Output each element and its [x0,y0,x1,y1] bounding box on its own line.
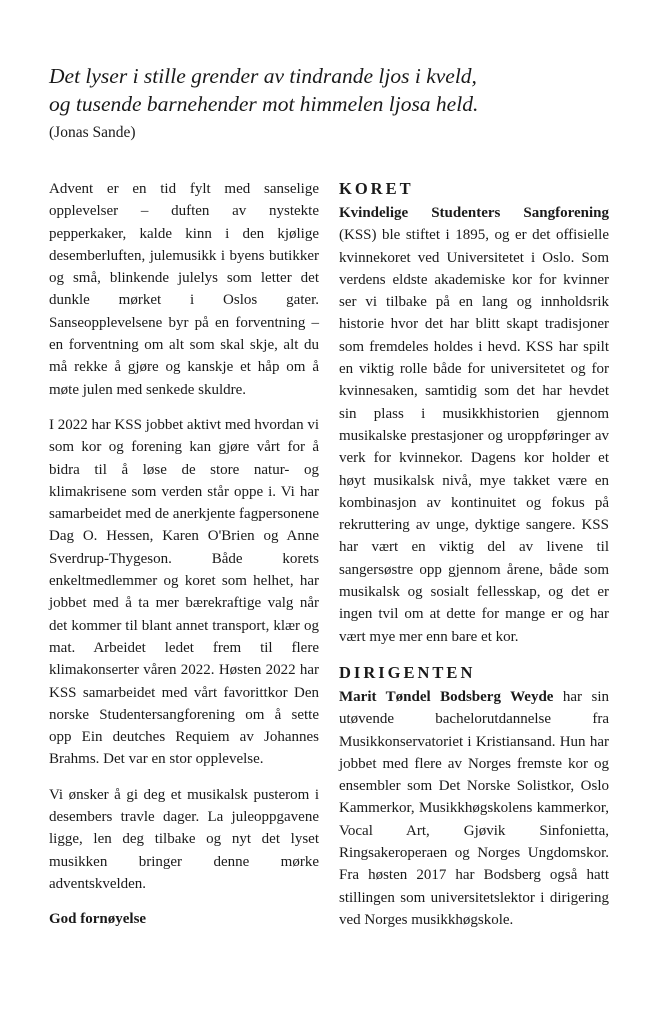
left-column [49,178,319,944]
dirigenten-paragraph [339,686,609,931]
koret-paragraph [339,202,609,648]
dirigenten-lead: Marit Tøndel Bodsberg Weyde [339,688,554,705]
epigraph-author: (Jonas Sande) [49,124,136,141]
dirigenten-body: har sin utøvende bachelorutdannelse fra Musikkonservatoriet i Kristiansand. Hun har jobbet med flere av Norges fremste kor og ensembler som Det Norske Solistkor, Oslo Kammerkor, Musikkhøgskolens kammerkor, Vocal Art, Gjøvik Sinfonietta, Ringsakeroperaen og Norges Ungdomskor. Fra høsten 2017 har Bodsberg også hatt stillingen som universitetslektor i dirigering ved Norges musikkhøgskole. [339,688,609,928]
epigraph [49,62,629,144]
koret-body: (KSS) ble stiftet i 1895, og er det offisielle kvinnekoret ved Universitetet i Oslo. Som verdens eldste akademiske kor for kvinner ser vi tilbake på en lang og innholdsrik historie hvor det har blitt skapt tradisjoner som fremdeles holdes i hevd. KSS har spilt en viktig rolle både for universitetet og for kvinnesaken, samtidig som det har hevdet sin plass i musikkhistorien gjennom musikalske prestasjoner og uroppføringer av verk for kvinnekor. Dagens kor holder et høyt musikalsk nivå, mye takket være en kombinasjon av kontinuitet og fokus på rekruttering av unge, dyktige sangere. KSS har vært en viktig del av livene til sangersøstre opp gjennom årene, både som musikalsk og sosialt fellesskap, og det er ingen tvil om at dette for mange er og har vært mye mer enn bare et kor. [339,227,609,645]
koret-lead: Kvindelige Studenters Sangforening [339,205,609,221]
intro-paragraph-2: I 2022 har KSS jobbet aktivt med hvordan vi som kor og forening kan gjøre vårt for å bidra til å løse de store natur- og klimakrisene som verden står oppe i. Vi har samarbeidet med de anerkjente fagpersonene Dag O. Hessen, Karen O'Brien og Anne Sverdrup-Thygeson. Både korets enkeltmedlemmer og koret som helhet, har jobbet med å ta mer bærekraftige valg når det kommer til blant annet transport, klær og mat. Arbeidet ledet frem til flere klimakonserter våren 2022. Høsten 2022 har KSS samarbeidet med vårt favorittkor Den norske Studentersangforening om å sette opp Ein deutches Requiem av Johannes Brahms. Det var en stor opplevelse. [49,416,319,768]
sign-off: God fornøyelse [49,911,147,928]
section-koret [339,178,609,648]
epigraph-line-1: Det lyser i stille grender av tindrande ljos i kveld, [49,64,477,88]
dirigenten-heading: DIRIGENTEN [339,662,476,682]
intro-paragraph-3: Vi ønsker å gi deg et musikalsk pusterom i desembers travle dager. La juleoppgavene ligge, len deg tilbake og nyt det lyset musikken bringer denne mørke adventskvelden. [49,786,319,892]
right-column [339,178,609,945]
koret-heading: KORET [339,179,414,198]
section-dirigenten [339,662,609,931]
intro-paragraph-1: Advent er en tid fylt med sanselige opplevelser – duften av nystekte pepperkaker, kalde kinn i den kjølige desemberluften, julemusikk i byens butikker og små, blinkende julelys som letter det dunkle mørket i Oslos gater. Sanseopplevelsene byr på en forventning – en forventning om alt som skal skje, alt du må rekke å gjøre og kanskje et håp om å møte julen med senkede skuldre. [49,181,319,398]
epigraph-line-2: og tusende barnehender mot himmelen ljosa held. [49,92,479,116]
